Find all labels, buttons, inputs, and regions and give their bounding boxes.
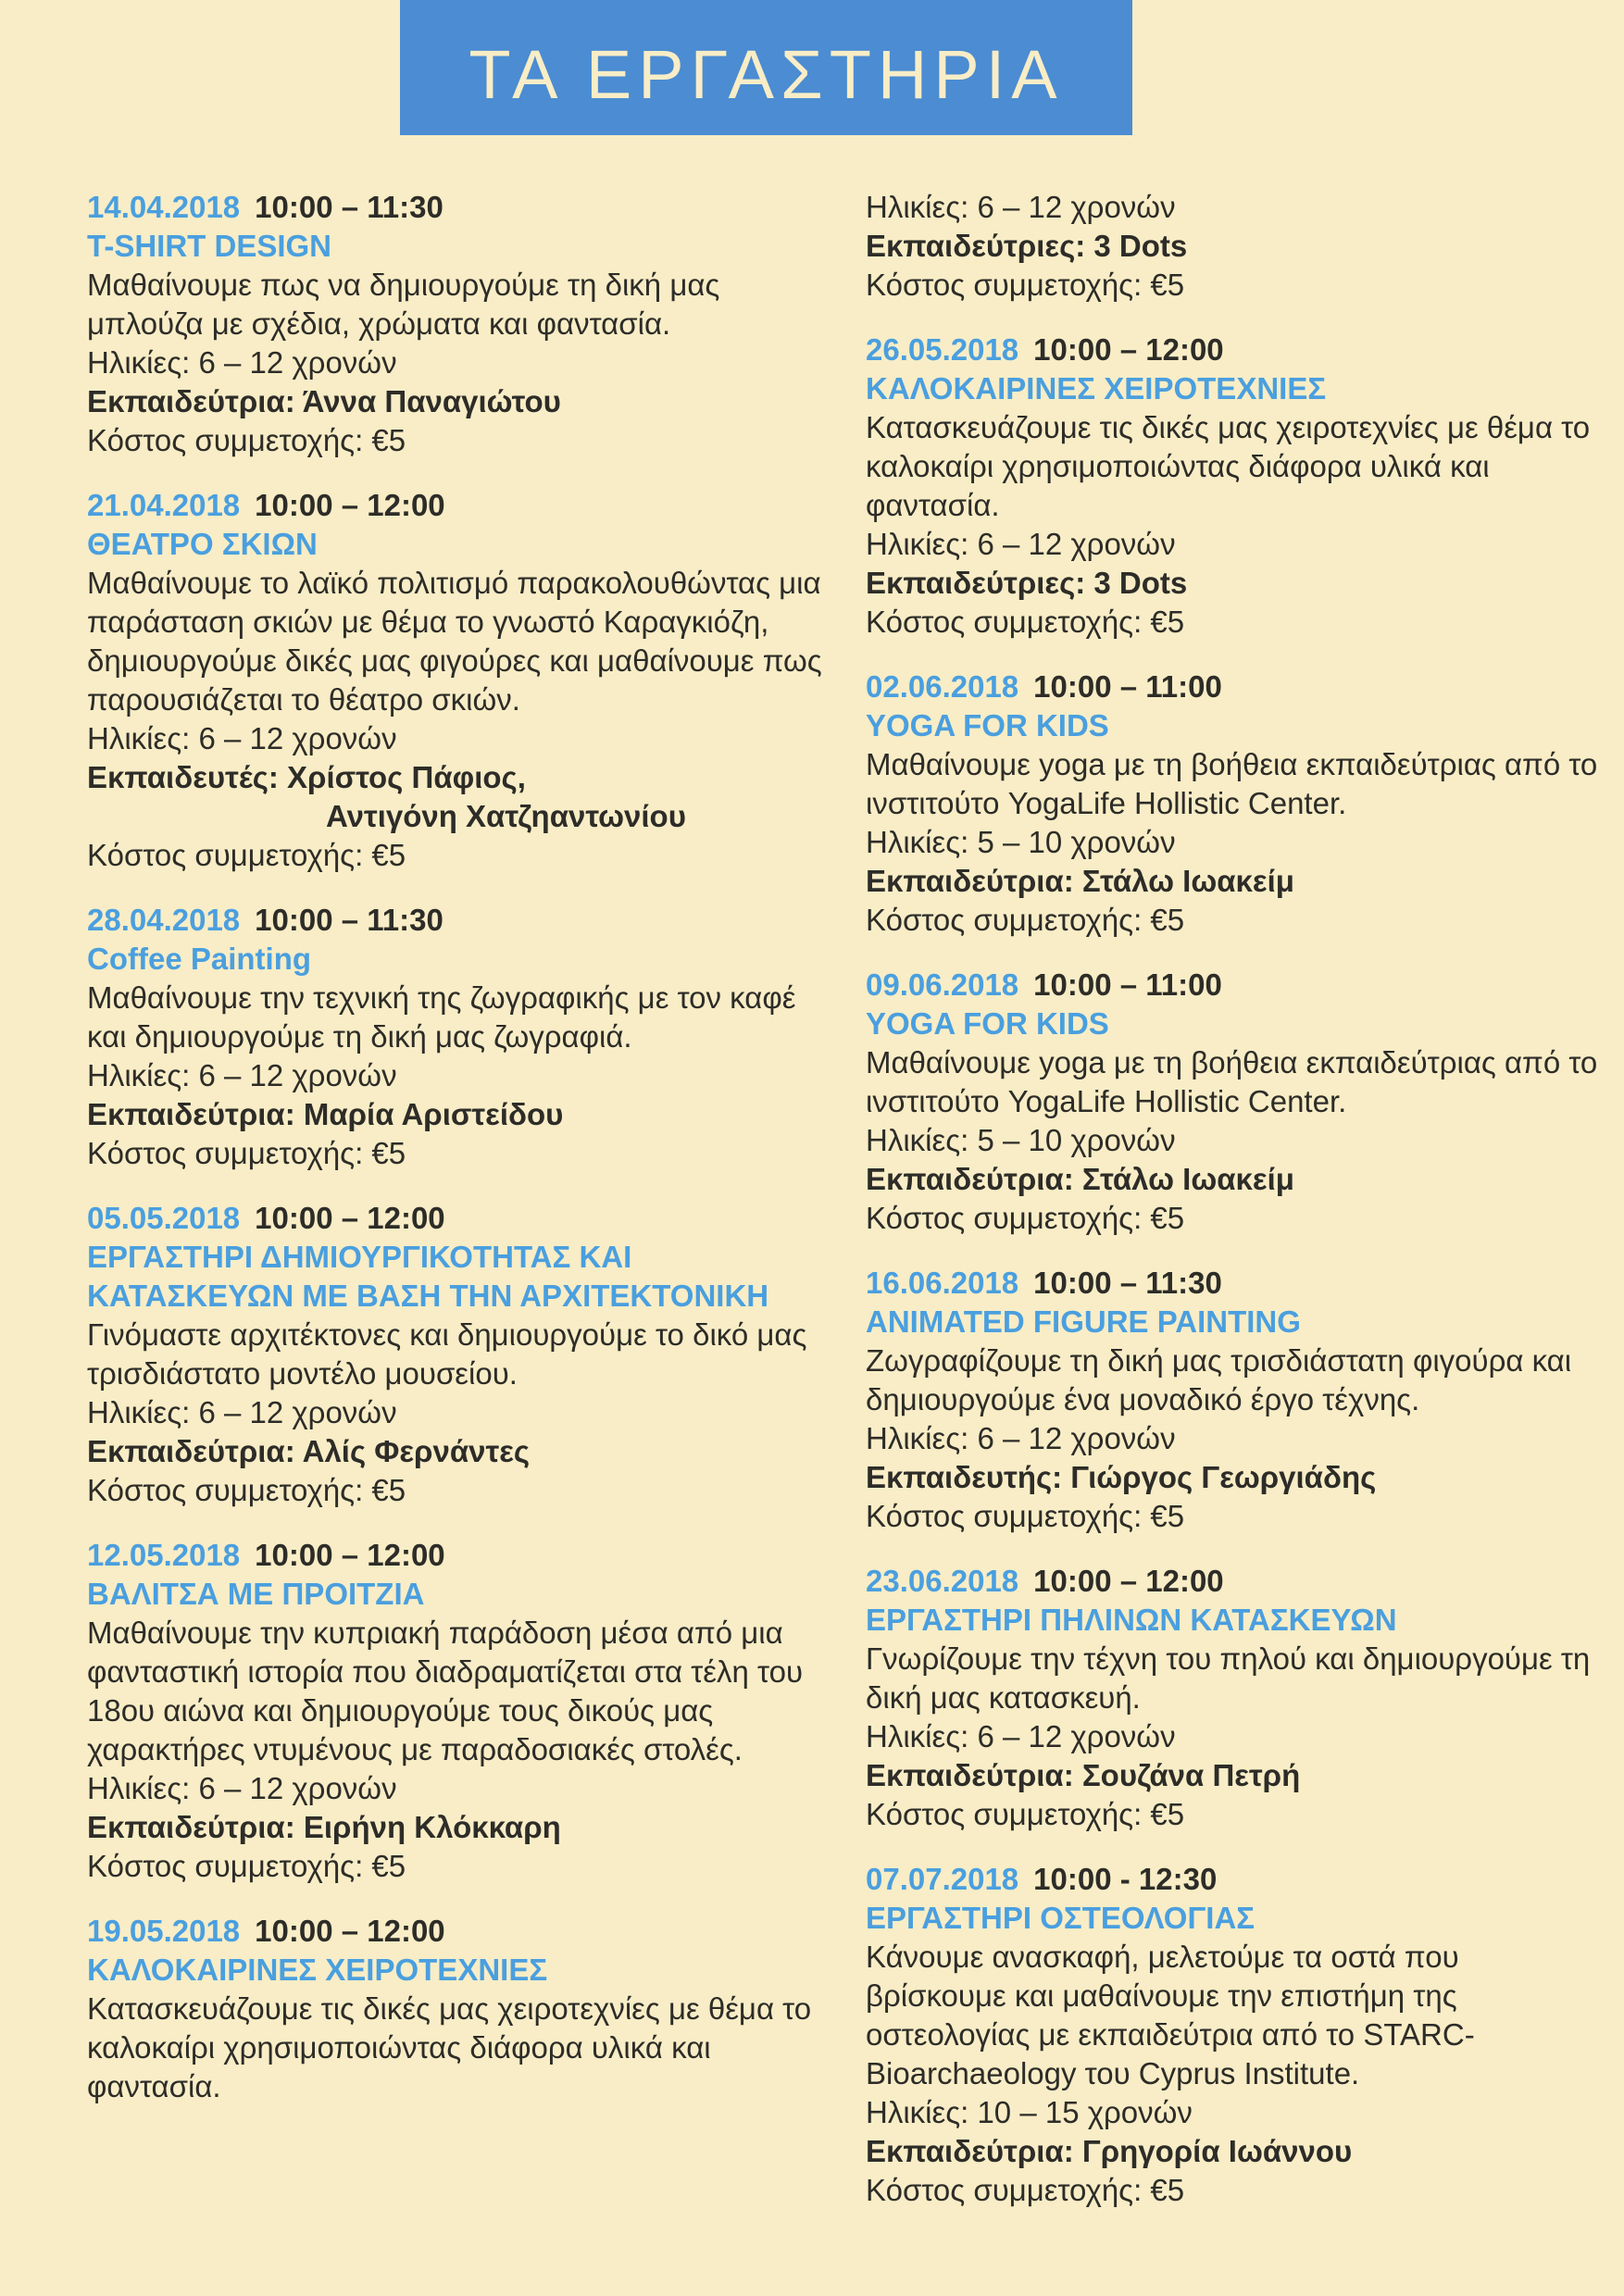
workshop-date-time bbox=[866, 1562, 1606, 1601]
workshop-time: 10:00 – 11:00 bbox=[1033, 967, 1222, 1002]
workshop-description: Μαθαίνουμε το λαϊκό πολιτισμό παρακολουθώντας μια παράσταση σκιών με θέμα το γνωστό Καραγκιόζη, δημιουργούμε δικές μας φιγούρες και μαθαίνουμε πως παρουσιάζεται το θέατρο σκιών. bbox=[87, 566, 822, 717]
workshop-instructors bbox=[866, 1160, 1606, 1199]
workshop-cost: Κόστος συμμετοχής: €5 bbox=[87, 1136, 406, 1170]
workshop-time: 10:00 – 11:30 bbox=[255, 190, 443, 224]
workshop-cost: Κόστος συμμετοχής: €5 bbox=[87, 1849, 406, 1883]
workshop-instructor: Εκπαιδεύτρια: Ειρήνη Κλόκκαρη bbox=[87, 1810, 561, 1844]
workshop-time: 10:00 – 11:30 bbox=[1033, 1266, 1222, 1300]
workshop-time: 10:00 – 12:00 bbox=[255, 1914, 445, 1948]
workshop-time: 10:00 – 11:00 bbox=[1033, 669, 1222, 704]
workshop-date-time bbox=[87, 1199, 828, 1238]
column-right bbox=[866, 188, 1606, 2236]
workshop-entry bbox=[866, 188, 1606, 305]
workshop-ages: Ηλικίες: 6 – 12 χρονών bbox=[87, 1058, 397, 1092]
workshop-ages: Ηλικίες: 10 – 15 χρονών bbox=[866, 2095, 1193, 2129]
workshop-description: Ζωγραφίζουμε τη δική μας τρισδιάστατη φιγούρα και δημιουργούμε ένα μοναδικό έργο τέχνης. bbox=[866, 1343, 1572, 1416]
workshop-date-time bbox=[866, 966, 1606, 1004]
workshop-instructors bbox=[87, 1095, 828, 1134]
workshop-title: ΚΑΛΟΚΑΙΡΙΝΕΣ ΧΕΙΡΟΤΕΧΝΙΕΣ bbox=[87, 1953, 548, 1987]
workshop-entry bbox=[866, 1860, 1606, 2210]
workshop-title: ΒΑΛΙΤΣΑ ΜΕ ΠΡΟΙΤΖΙΑ bbox=[87, 1577, 425, 1611]
workshop-instructor: Αντιγόνη Χατζηαντωνίου bbox=[326, 799, 686, 833]
workshop-instructor: Εκπαιδεύτρια: Αλίς Φερνάντες bbox=[87, 1434, 531, 1468]
workshop-instructors bbox=[866, 862, 1606, 901]
workshop-cost: Κόστος συμμετοχής: €5 bbox=[87, 1473, 406, 1507]
workshop-title: Coffee Painting bbox=[87, 942, 312, 976]
workshop-date: 28.04.2018 bbox=[87, 903, 241, 937]
title-band bbox=[400, 0, 1132, 135]
workshop-cost: Κόστος συμμετοχής: €5 bbox=[866, 268, 1185, 302]
workshop-ages: Ηλικίες: 5 – 10 χρονών bbox=[866, 825, 1176, 859]
workshop-date-time bbox=[866, 1264, 1606, 1303]
workshop-date: 07.07.2018 bbox=[866, 1862, 1019, 1896]
workshop-entry bbox=[866, 1562, 1606, 1834]
workshop-instructors bbox=[87, 1808, 828, 1847]
workshop-instructor: Εκπαιδευτής: Γιώργος Γεωργιάδης bbox=[866, 1460, 1377, 1494]
workshop-instructor: Εκπαιδεύτρια: Στάλω Ιωακείμ bbox=[866, 864, 1294, 898]
workshop-date: 19.05.2018 bbox=[87, 1914, 241, 1948]
workshop-time: 10:00 – 11:30 bbox=[255, 903, 443, 937]
workshop-entry bbox=[866, 966, 1606, 1238]
workshop-cost: Κόστος συμμετοχής: €5 bbox=[866, 903, 1185, 937]
workshop-date: 02.06.2018 bbox=[866, 669, 1019, 704]
workshop-entry bbox=[87, 1912, 828, 2106]
workshop-cost: Κόστος συμμετοχής: €5 bbox=[87, 838, 406, 872]
workshop-ages: Ηλικίες: 6 – 12 χρονών bbox=[866, 527, 1176, 561]
workshop-date-time bbox=[87, 1536, 828, 1575]
workshop-ages: Ηλικίες: 5 – 10 χρονών bbox=[866, 1123, 1176, 1157]
workshop-description: Κατασκευάζουμε τις δικές μας χειροτεχνίες με θέμα το καλοκαίρι χρησιμοποιώντας διάφορα υλικά και φαντασία. bbox=[87, 1991, 812, 2103]
workshop-title: ANIMATED FIGURE PAINTING bbox=[866, 1304, 1301, 1339]
workshop-instructor: Εκπαιδεύτρια: Σουζάνα Πετρή bbox=[866, 1758, 1301, 1792]
workshop-title: ΘΕΑΤΡΟ ΣΚΙΩΝ bbox=[87, 527, 318, 561]
workshop-date: 14.04.2018 bbox=[87, 190, 241, 224]
workshop-ages: Ηλικίες: 6 – 12 χρονών bbox=[87, 1771, 397, 1805]
workshop-title: ΕΡΓΑΣΤΗΡΙ ΠΗΛΙΝΩΝ ΚΑΤΑΣΚΕΥΩΝ bbox=[866, 1603, 1397, 1637]
workshop-cost: Κόστος συμμετοχής: €5 bbox=[866, 2173, 1185, 2207]
workshop-entry bbox=[87, 1536, 828, 1886]
workshop-instructors bbox=[87, 382, 828, 421]
workshop-date-time bbox=[87, 188, 828, 227]
workshop-instructors bbox=[866, 564, 1606, 603]
workshop-instructors bbox=[866, 227, 1606, 266]
workshop-time: 10:00 – 12:00 bbox=[255, 1538, 445, 1572]
workshop-date-time bbox=[87, 1912, 828, 1951]
workshop-time: 10:00 - 12:30 bbox=[1033, 1862, 1218, 1896]
workshop-ages: Ηλικίες: 6 – 12 χρονών bbox=[866, 1719, 1176, 1753]
workshop-instructor: Εκπαιδεύτρια: Γρηγορία Ιωάννου bbox=[866, 2134, 1353, 2168]
workshop-time: 10:00 – 12:00 bbox=[255, 1201, 445, 1235]
workshop-date: 23.06.2018 bbox=[866, 1564, 1019, 1598]
workshop-instructors bbox=[866, 1458, 1606, 1497]
workshop-time: 10:00 – 12:00 bbox=[255, 488, 445, 522]
workshop-description: Γινόμαστε αρχιτέκτονες και δημιουργούμε το δικό μας τρισδιάστατο μοντέλο μουσείου. bbox=[87, 1317, 807, 1391]
workshop-ages: Ηλικίες: 6 – 12 χρονών bbox=[87, 1395, 397, 1429]
workshop-date-time bbox=[866, 668, 1606, 706]
workshop-title: YOGA FOR KIDS bbox=[866, 1006, 1109, 1041]
workshop-instructor: Εκπαιδεύτρια: Άννα Παναγιώτου bbox=[87, 384, 561, 418]
workshop-ages: Ηλικίες: 6 – 12 χρονών bbox=[87, 721, 397, 755]
workshop-time: 10:00 – 12:00 bbox=[1033, 1564, 1224, 1598]
workshop-date: 05.05.2018 bbox=[87, 1201, 241, 1235]
workshop-time: 10:00 – 12:00 bbox=[1033, 332, 1224, 367]
workshop-entry bbox=[87, 901, 828, 1173]
page-title: ΤΑ ΕΡΓΑΣΤΗΡΙΑ bbox=[468, 35, 1064, 113]
workshop-description: Μαθαίνουμε πως να δημιουργούμε τη δική μας μπλούζα με σχέδια, χρώματα και φαντασία. bbox=[87, 268, 720, 341]
workshop-description: Μαθαίνουμε την τεχνική της ζωγραφικής με τον καφέ και δημιουργούμε τη δική μας ζωγραφιά. bbox=[87, 980, 796, 1054]
workshop-instructor: Εκπαιδεύτριες: 3 Dots bbox=[866, 566, 1188, 600]
workshop-instructor: Εκπαιδεύτρια: Μαρία Αριστείδου bbox=[87, 1097, 564, 1131]
workshop-date-time bbox=[87, 486, 828, 525]
workshop-description: Μαθαίνουμε την κυπριακή παράδοση μέσα από μια φανταστική ιστορία που διαδραματίζεται στα τέλη του 18ου αιώνα και δημιουργούμε τους δικούς μας χαρακτήρες ντυμένους με παραδοσιακές στολές. bbox=[87, 1616, 804, 1766]
workshop-entry bbox=[866, 1264, 1606, 1536]
workshop-title: ΕΡΓΑΣΤΗΡΙ ΟΣΤΕΟΛΟΓΙΑΣ bbox=[866, 1901, 1255, 1935]
workshop-ages: Ηλικίες: 6 – 12 χρονών bbox=[866, 1421, 1176, 1455]
workshop-instructor: Εκπαιδευτές: Χρίστος Πάφιος, bbox=[87, 760, 526, 794]
workshop-description: Μαθαίνουμε yoga με τη βοήθεια εκπαιδεύτριας από το ινστιτούτο YogaLife Hollistic Center. bbox=[866, 1045, 1598, 1118]
workshop-entry bbox=[866, 331, 1606, 642]
workshop-instructors bbox=[87, 758, 828, 836]
workshop-instructors bbox=[866, 1756, 1606, 1795]
workshop-entry bbox=[87, 1199, 828, 1510]
workshop-entry bbox=[87, 188, 828, 460]
workshop-cost: Κόστος συμμετοχής: €5 bbox=[866, 605, 1185, 639]
workshop-ages: Ηλικίες: 6 – 12 χρονών bbox=[866, 190, 1176, 224]
column-left bbox=[87, 188, 828, 2132]
workshop-entry bbox=[87, 486, 828, 875]
workshop-entry bbox=[866, 668, 1606, 940]
workshop-instructor: Εκπαιδεύτριες: 3 Dots bbox=[866, 229, 1188, 263]
workshop-description: Γνωρίζουμε την τέχνη του πηλού και δημιουργούμε τη δική μας κατασκευή. bbox=[866, 1641, 1591, 1715]
workshop-description: Κάνουμε ανασκαφή, μελετούμε τα οστά που βρίσκουμε και μαθαίνουμε την επιστήμη της οστεολογίας με εκπαιδεύτρια από το STARC-Bioarchaeology του Cyprus Institute. bbox=[866, 1940, 1475, 2090]
workshop-instructors bbox=[866, 2132, 1606, 2171]
workshop-description: Μαθαίνουμε yoga με τη βοήθεια εκπαιδεύτριας από το ινστιτούτο YogaLife Hollistic Center. bbox=[866, 747, 1598, 820]
workshop-cost: Κόστος συμμετοχής: €5 bbox=[866, 1499, 1185, 1533]
workshop-title: ΕΡΓΑΣΤΗΡΙ ΔΗΜΙΟΥΡΓΙΚΟΤΗΤΑΣ ΚΑΙ ΚΑΤΑΣΚΕΥΩΝ ΜΕ ΒΑΣΗ ΤΗΝ ΑΡΧΙΤΕΚΤΟΝΙΚΗ bbox=[87, 1240, 769, 1313]
workshop-cost: Κόστος συμμετοχής: €5 bbox=[87, 423, 406, 457]
workshop-date-time bbox=[87, 901, 828, 940]
workshop-title: ΚΑΛΟΚΑΙΡΙΝΕΣ ΧΕΙΡΟΤΕΧΝΙΕΣ bbox=[866, 371, 1327, 406]
workshop-cost: Κόστος συμμετοχής: €5 bbox=[866, 1201, 1185, 1235]
workshop-title: T-SHIRT DESIGN bbox=[87, 229, 332, 263]
workshop-instructors bbox=[87, 1432, 828, 1471]
workshop-date: 16.06.2018 bbox=[866, 1266, 1019, 1300]
workshop-description: Κατασκευάζουμε τις δικές μας χειροτεχνίες με θέμα το καλοκαίρι χρησιμοποιώντας διάφορα υλικά και φαντασία. bbox=[866, 410, 1591, 522]
workshop-title: YOGA FOR KIDS bbox=[866, 708, 1109, 742]
workshop-ages: Ηλικίες: 6 – 12 χρονών bbox=[87, 345, 397, 380]
workshop-date: 26.05.2018 bbox=[866, 332, 1019, 367]
workshop-cost: Κόστος συμμετοχής: €5 bbox=[866, 1797, 1185, 1831]
workshop-date-time bbox=[866, 1860, 1606, 1899]
workshop-date: 12.05.2018 bbox=[87, 1538, 241, 1572]
workshop-instructor: Εκπαιδεύτρια: Στάλω Ιωακείμ bbox=[866, 1162, 1294, 1196]
workshop-date-time bbox=[866, 331, 1606, 369]
workshop-date: 21.04.2018 bbox=[87, 488, 241, 522]
workshop-date: 09.06.2018 bbox=[866, 967, 1019, 1002]
